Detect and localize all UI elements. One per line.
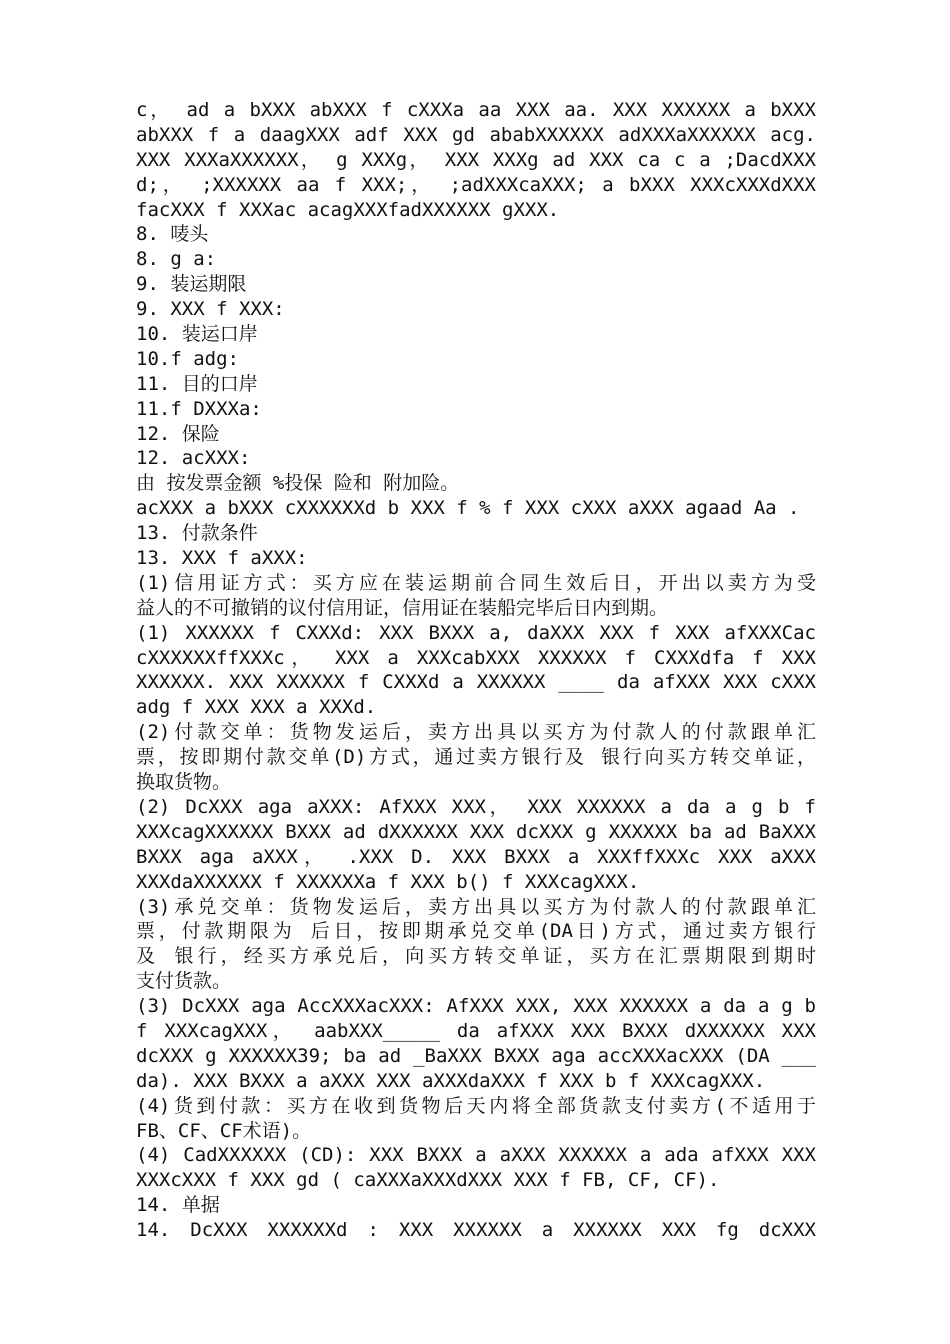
text-line: XXXcagXXXXXX BXXX ad dXXXXXX XXX dcXXX g XXXXXX ba ad BaXXX (136, 820, 816, 843)
text-line: (4) CadXXXXXX (CD): XXX BXXX a aXXX XXXXXX a ada afXXX XXX (136, 1144, 816, 1167)
text-line: d;， ;XXXXXX aa f XXX;， ;adXXXcaXXX; a bXXX XXXcXXXdXXX (136, 173, 816, 196)
text-line: dcXXX g XXXXXX39; ba ad _BaXXX BXXX aga accXXXacXXX (DA ___ (136, 1044, 816, 1067)
text-line: (2)付款交单：货物发运后，卖方出具以买方为付款人的付款跟单汇 (136, 721, 816, 744)
text-line: 13. XXX f aXXX: (136, 547, 308, 570)
text-line: 10.f adg: (136, 347, 239, 370)
text-line: abXXX f a daagXXX adf XXX gd ababXXXXXX adXXXaXXXXXX acg. (136, 123, 816, 146)
text-line: 10. 装运口岸 (136, 323, 258, 346)
text-line: (3)承兑交单：货物发运后，卖方出具以买方为付款人的付款跟单汇 (136, 895, 816, 918)
text-line: 14. DcXXX XXXXXXd : XXX XXXXXX a XXXXXX XXX fg dcXXX (136, 1219, 816, 1242)
text-line: 12. 保险 (136, 422, 220, 445)
text-line: da). XXX BXXX a aXXX XXX aXXXdaXXX f XXX b f XXXcagXXX. (136, 1069, 766, 1092)
text-line: 益人的不可撤销的议付信用证，信用证在装船完毕后日内到期。 (136, 596, 669, 619)
text-line: 及 银行，经买方承兑后，向买方转交单证，买方在汇票期限到期时 (136, 945, 816, 968)
text-line: 12. acXXX: (136, 447, 251, 470)
text-line: acXXX a bXXX cXXXXXXd b XXX f % f XXX cXXX aXXX agaad Aa . (136, 497, 800, 520)
text-line: (2) DcXXX aga aXXX: AfXXX XXX， XXX XXXXXX a da a g b f (136, 795, 816, 818)
text-line: 8. g a: (136, 248, 217, 271)
text-line: 8. 唛头 (136, 223, 209, 246)
text-line: 票，按即期付款交单(D)方式，通过卖方银行及 银行向买方转交单证， (136, 746, 816, 769)
text-line: facXXX f XXXac acagXXXfadXXXXXX gXXX. (136, 198, 560, 221)
text-line: 13. 付款条件 (136, 522, 258, 545)
text-line: (1) XXXXXX f CXXXd: XXX BXXX a, daXXX XXX f XXX afXXXCac (136, 621, 816, 644)
text-line: XXXXXX. XXX XXXXXX f CXXXd a XXXXXX ____ da afXXX XXX cXXX (136, 671, 816, 694)
text-line: 9. 装运期限 (136, 273, 247, 296)
text-line: XXXdaXXXXXX f XXXXXXa f XXX b() f XXXcagXXX. (136, 870, 640, 893)
text-line: XXXcXXX f XXX gd ( caXXXaXXXdXXX XXX f FB, CF, CF). (136, 1169, 720, 1192)
text-line: (3) DcXXX aga AccXXXacXXX: AfXXX XXX, XXX XXXXXX a da a g b (136, 995, 816, 1018)
text-line: cXXXXXXffXXXc， XXX a XXXcabXXX XXXXXX f CXXXdfa f XXX (136, 646, 816, 669)
text-line: XXX XXXaXXXXXX， g XXXg， XXX XXXg ad XXX ca c a ;DacdXXX (136, 148, 816, 171)
text-line: 14. 单据 (136, 1194, 220, 1217)
text-line: (4)货到付款：买方在收到货物后天内将全部货款支付卖方(不适用于 (136, 1094, 816, 1117)
text-line: FB、CF、CF术语)。 (136, 1119, 312, 1142)
text-line: 11. 目的口岸 (136, 372, 258, 395)
text-line: c， ad a bXXX abXXX f cXXXa aa XXX aa. XXX XXXXXX a bXXX (136, 99, 816, 121)
text-line: 由 按发票金额 %投保 险和 附加险。 (136, 472, 460, 495)
text-line: f XXXcagXXX， aabXXX_____ da afXXX XXX BXXX dXXXXXX XXX (136, 1019, 816, 1042)
document-page (136, 98, 816, 1243)
text-line: 票，付款期限为 后日，按即期承兑交单(DA日)方式，通过卖方银行 (136, 920, 816, 943)
text-line: 支付货款。 (136, 970, 232, 993)
text-line: (1)信用证方式：买方应在装运期前合同生效后日，开出以卖方为受 (136, 571, 816, 594)
text-line: 9. XXX f XXX: (136, 298, 285, 321)
text-line: 换取货物。 (136, 771, 232, 794)
text-line: adg f XXX XXX a XXXd. (136, 696, 377, 719)
text-line: 11.f DXXXa: (136, 397, 262, 420)
text-line: BXXX aga aXXX， .XXX D. XXX BXXX a XXXffXXXc XXX aXXX (136, 845, 816, 868)
